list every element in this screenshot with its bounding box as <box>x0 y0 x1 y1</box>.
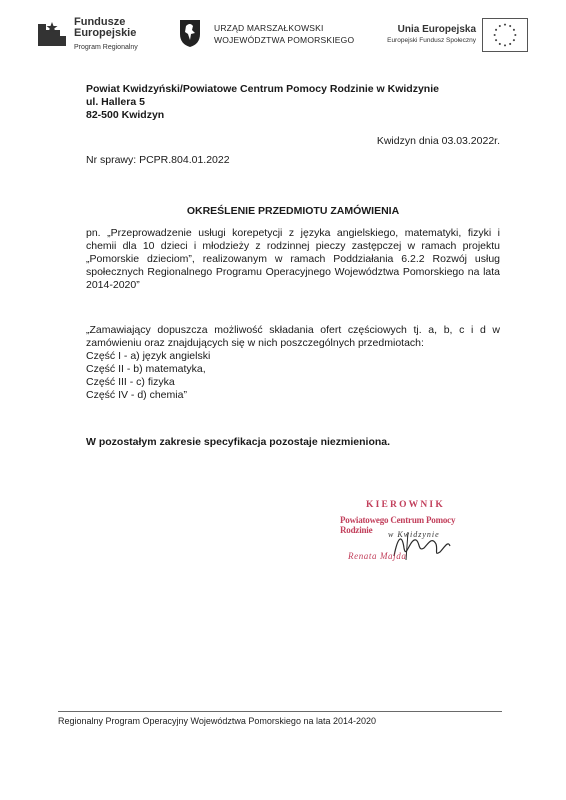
um-text <box>214 22 354 46</box>
ue-text <box>378 24 476 44</box>
fe-star-icon <box>38 20 68 50</box>
stamp-line4: Renata Majda <box>348 551 407 561</box>
list-item: Część I - a) język angielski <box>86 350 211 362</box>
logo-bar <box>38 14 528 56</box>
stamp-line2: Powiatowego Centrum Pomocy Rodzinie <box>340 515 456 535</box>
closing-statement: W pozostałym zakresie specyfikacja pozostaje niezmieniona. <box>86 436 391 448</box>
unia-europejska-logo <box>378 18 528 56</box>
paragraph-subject: pn. „Przeprowadzenie usługi korepetycji z języka angielskiego, matematyki, fizyki i chemii dla 10 dzieci i młodzieży z rodzinnej pieczy zastępczej w ramach projektu „Pomorskie dzieciom”, realizowanym w ramach Poddziałania 6.2.2 Rozwój usług społecznych Regionalnego Programu Operacyjnego Województwa Pomorskiego na lata 2014-2020” <box>86 227 500 291</box>
um-line1: URZĄD MARSZAŁKOWSKI <box>214 23 324 33</box>
official-stamp <box>340 500 485 572</box>
stamp-line3: w Kwidzynie <box>388 530 440 539</box>
footer-divider <box>58 711 502 712</box>
ue-line1: Unia Europejska <box>397 24 476 35</box>
griffin-crest-icon <box>178 18 202 48</box>
list-item: Część III - c) fizyka <box>86 376 175 388</box>
address-line3: 82-500 Kwidzyn <box>86 109 165 121</box>
address-line2: ul. Hallera 5 <box>86 96 145 108</box>
fe-line3: Program Regionalny <box>74 44 138 51</box>
fe-line1: Fundusze <box>74 16 126 28</box>
ue-line2: Europejski Fundusz Społeczny <box>387 37 476 44</box>
document-title: OKREŚLENIE PRZEDMIOTU ZAMÓWIENIA <box>186 205 400 217</box>
um-line2: WOJEWÓDZTWA POMORSKIEGO <box>214 35 355 45</box>
partial-offers-intro: „Zamawiający dopuszcza możliwość składania ofert częściowych tj. a, b, c i d w zamówieniu oraz znajdujących się w nich poszczególnych przedmiotach: <box>86 324 500 349</box>
list-item: Część IV - d) chemia” <box>86 389 187 401</box>
case-number: Nr sprawy: PCPR.804.01.2022 <box>86 154 230 166</box>
eu-flag-icon <box>482 18 528 52</box>
fundusze-europejskie-logo <box>38 14 168 56</box>
footer-text: Regionalny Program Operacyjny Województwa Pomorskiego na lata 2014-2020 <box>58 716 377 726</box>
paragraph-partial-offers <box>86 324 500 402</box>
address-line1: Powiat Kwidzyński/Powiatowe Centrum Pomocy Rodzinie w Kwidzynie <box>86 83 439 95</box>
fe-line2: Europejskie <box>74 27 137 39</box>
list-item: Część II - b) matematyka, <box>86 363 206 375</box>
stamp-line1: KIEROWNIK <box>366 500 445 510</box>
sender-address <box>86 83 439 122</box>
urzad-marszalkowski-logo <box>178 18 378 54</box>
partial-offers-list <box>86 350 500 402</box>
fe-text <box>74 17 138 53</box>
document-date: Kwidzyn dnia 03.03.2022r. <box>376 135 500 147</box>
